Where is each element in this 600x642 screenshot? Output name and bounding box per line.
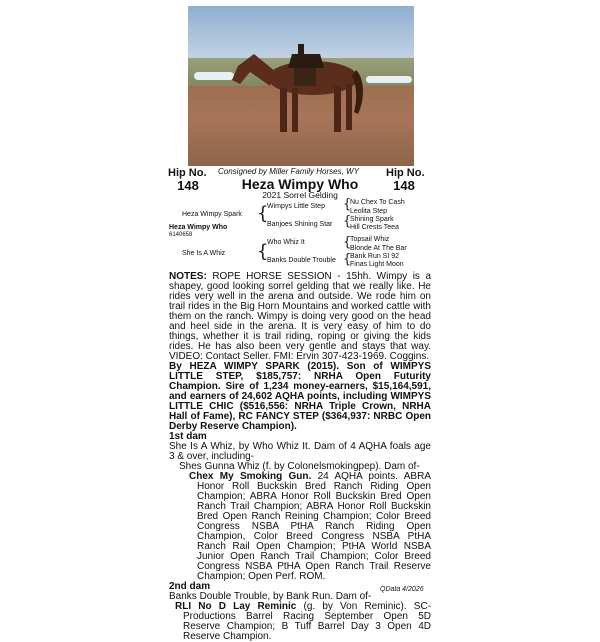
pedigree-g1: Nu Chex To Cash xyxy=(350,199,405,206)
hip-number-right: 148 xyxy=(393,178,415,193)
sire-paragraph: By HEZA WIMPY SPARK (2015). Son of WIMPYS LITTLE STEP, $185,757: NRHA Open Futurity Champion. Sire of 1,234 money-earners, $15,164,591, and earners of 24,602 AQHA points, including WIMPYS LITTLE CHIC ($516,556: NRHA Triple Crown, NRHA Hall of Fame), RC FANCY STEP ($364,937: NRBC Open Derby Reserve Champion). xyxy=(169,361,431,432)
pedigree-sire-sire: Wimpys Little Step xyxy=(267,203,325,210)
pedigree-g4: Hill Crests Teea xyxy=(350,224,399,231)
produce-text: 24 AQHA points. ABRA Honor Roll Buckskin Bred Ranch Riding Open Champion; ABRA Honor Roll Buckskin Bred Open Ranch Trail Champion; ABRA Honor Roll Buckskin Bred Open Ranch Reining Champion; Color Breed Congress NSBA PtHA Ranch Riding Open Champion, Color Breed Congress NSBA PtHA Ranch Rail Open Champion; PtHA World NSBA Junior Open Ranch Trail Champion; Color Breed Congress NSBA PtHA Open Ranch Trail Reserve Champion; Open Perf. ROM. xyxy=(197,471,431,582)
notes-label: NOTES: xyxy=(169,271,207,282)
horse-silhouette xyxy=(188,6,414,166)
pedigree-g3: Shining Spark xyxy=(350,216,394,223)
pedigree-g5: Topsail Whiz xyxy=(350,236,390,243)
pedigree-dam-dam: Banks Double Trouble xyxy=(267,257,336,264)
second-dam-produce-record xyxy=(169,602,431,642)
produce-name: Chex My Smoking Gun. xyxy=(189,471,312,482)
pedigree-g2: Leolita Step xyxy=(350,208,387,215)
pedigree-g7: Bank Run SI 92 xyxy=(350,253,400,260)
produce-text: (g. by Von Reminic). SC-Productions Barrel Racing September Open 5D Reserve Champion; B Tuff Barrel Day 3 Open 4D Reserve Champion. xyxy=(183,601,432,642)
first-dam-produce-line: Shes Gunna Whiz (f. by Colonelsmokingpep). Dam of- xyxy=(179,461,420,472)
pedigree-dam-sire: Who Whiz It xyxy=(267,239,305,246)
footer-credit: QData 4/2026 xyxy=(380,586,424,593)
pedigree-horse: Heza Wimpy Who xyxy=(169,224,228,231)
pedigree-sire-dam: Banjoes Shining Star xyxy=(267,221,333,228)
pedigree-brace: { xyxy=(343,252,352,267)
first-dam-line: She Is A Whiz, by Who Whiz It. Dam of 4 AQHA foals age 3 & over, including- xyxy=(169,441,431,462)
pedigree-sire: Heza Wimpy Spark xyxy=(182,211,242,218)
horse-description: 2021 Sorrel Gelding xyxy=(262,190,338,200)
pedigree-brace: { xyxy=(257,241,269,262)
pedigree-g6: Blonde At The Bar xyxy=(350,245,407,252)
pedigree-registration: 6140658 xyxy=(169,232,193,238)
pedigree-brace: { xyxy=(257,203,269,224)
pedigree-brace: { xyxy=(343,197,352,212)
hip-label-left: Hip No. xyxy=(168,167,207,179)
hip-label-right: Hip No. xyxy=(386,167,425,179)
pedigree-dam: She Is A Whiz xyxy=(182,250,226,257)
pedigree-g8: Finas Light Moon xyxy=(350,261,404,268)
first-dam-heading: 1st dam xyxy=(169,431,207,442)
consigned-by: Consigned by Miller Family Horses, WY xyxy=(218,167,359,176)
second-dam-heading: 2nd dam xyxy=(169,581,211,592)
first-dam-produce-record xyxy=(169,472,431,582)
pedigree-brace: { xyxy=(343,214,352,229)
produce-name: RLI No D Lay Reminic xyxy=(175,601,297,612)
notes-paragraph xyxy=(169,272,431,362)
notes-text: ROPE HORSE SESSION - 15hh. Wimpy is a shapey, good looking sorrel gelding that we really like. He rides very well in the arena and outside. We rode him on trail rides in the Big Horn Mountains and worked cattle with them on the ranch. Wimpy is doing very good on the head and heel side in the arena. It is very easy of him to do things, whether it is trail riding, roping or giving the kids rides. He has also been very gentle and stays that way. VIDEO: Contact Seller. FMI: Ervin 307-423-1969. Coggins. xyxy=(169,271,432,362)
pedigree-brace: { xyxy=(343,235,352,250)
hip-number-left: 148 xyxy=(177,178,199,193)
horse-photo xyxy=(188,6,414,166)
second-dam-line: Banks Double Trouble, by Bank Run. Dam of- xyxy=(169,591,372,602)
horse-name: Heza Wimpy Who xyxy=(241,176,359,192)
